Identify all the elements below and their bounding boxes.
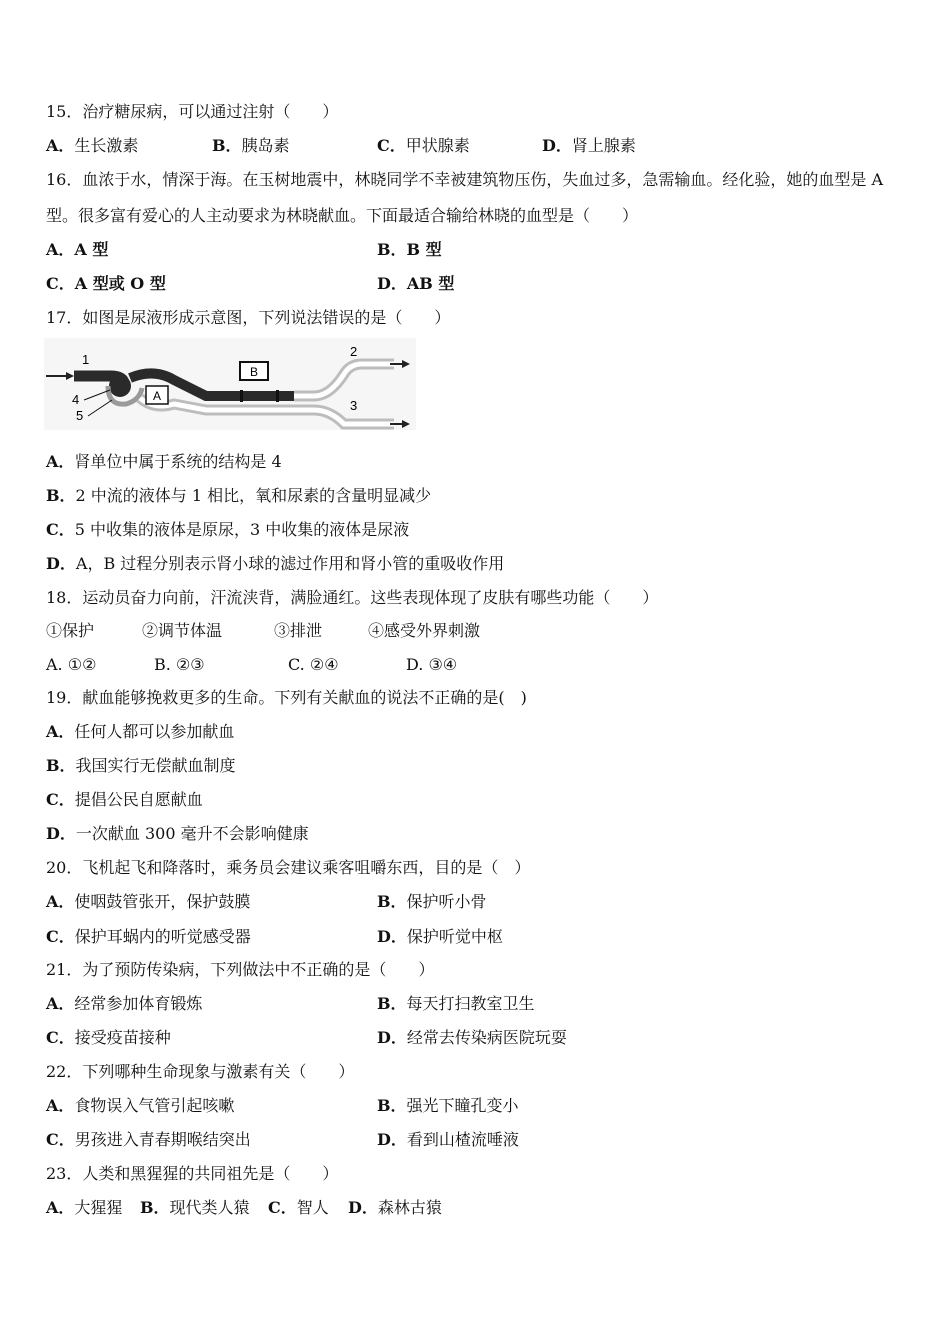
q17-option-d: A，B 过程分别表示肾小球的滤过作用和肾小管的重吸收作用 [75,554,505,573]
q20-option-d: 保护听觉中枢 [406,927,503,946]
q16-option-a: A 型 [74,240,109,259]
q19-option-d: 一次献血 300 毫升不会影响健康 [75,824,309,843]
q15-option-d-label: D． [542,136,572,155]
q19-option-c-label: C． [46,790,75,809]
q19-stem-text: 19．献血能够挽救更多的生命。下列有关献血的说法不正确的是( ) [46,688,527,707]
q19-option-a-row [46,722,234,742]
q18-stem: 18．运动员奋力向前，汗流浃背，满脸通红。这些表现体现了皮肤有哪些功能（ ） [46,588,659,607]
nephron-diagram [44,338,416,430]
q23-option-b: 现代类人猿 [169,1198,250,1217]
q17-option-d-label: D． [46,554,76,573]
q15-option-d: 肾上腺素 [571,136,636,155]
q16-option-a-label: A． [46,240,75,259]
q15-stem: 15．治疗糖尿病，可以通过注射（ ） [46,102,339,121]
q20-option-b: 保护听小骨 [406,892,487,911]
q19-option-c: 提倡公民自愿献血 [74,790,203,809]
q16-option-c-label: C． [46,274,75,293]
q16-stem-line1: 16．血浓于水，情深于海。在玉树地震中，林晓同学不幸被建筑物压伤，失血过多，急需输血。经化验，她的血型是 A [46,170,884,189]
q16-option-d-label: D． [377,274,407,293]
q22-option-c-label: C． [46,1130,75,1149]
q18-option-d-label: D. [406,655,424,674]
q19-stem [46,688,527,708]
q21-option-b: 每天打扫教室卫生 [406,994,535,1013]
q17-option-d-row [46,554,504,574]
q17-stem: 17．如图是尿液形成示意图，下列说法错误的是（ ） [46,308,451,327]
q23-option-a-label: A． [46,1198,75,1217]
q15-option-a-label: A． [46,136,75,155]
q20-stem: 20．飞机起飞和降落时，乘务员会建议乘客咀嚼东西，目的是（ ） [46,858,531,877]
q22-option-c: 男孩进入青春期喉结突出 [74,1130,251,1149]
q18-option-a-label: A. [46,655,63,674]
label-1: 1 [82,352,90,367]
q16-option-b: B 型 [406,240,442,259]
q18-item-3: ③排泄 [274,621,323,640]
q23-option-d-label: D． [348,1198,378,1217]
q21-option-a-label: A． [46,994,75,1013]
q20-option-a-label: A． [46,892,75,911]
q23-option-d: 森林古猿 [377,1198,442,1217]
q22-option-d: 看到山楂流唾液 [406,1130,519,1149]
q23-stem: 23．人类和黑猩猩的共同祖先是（ ） [46,1164,339,1183]
q22-option-b-label: B． [377,1096,407,1115]
q18-option-a: ①② [67,655,97,674]
q21-option-d: 经常去传染病医院玩耍 [406,1028,567,1047]
q16-option-b-label: B． [377,240,407,259]
q19-option-b-label: B． [46,756,76,775]
q22-stem: 22．下列哪种生命现象与激素有关（ ） [46,1062,355,1081]
q23-option-a: 大猩猩 [74,1198,123,1217]
q20-option-b-label: B． [377,892,407,911]
q21-option-a: 经常参加体育锻炼 [74,994,203,1013]
q17-option-a: 肾单位中属于系统的结构是 4 [74,452,282,471]
q23-option-c: 智人 [296,1198,329,1217]
q20-option-d-label: D． [377,927,407,946]
q19-option-a-label: A． [46,722,75,741]
q15-option-c: 甲状腺素 [405,136,470,155]
q15-option-c-label: C． [377,136,406,155]
q19-option-a: 任何人都可以参加献血 [74,722,235,741]
q17-option-b-label: B． [46,486,76,505]
q18-option-d: ③④ [428,655,458,674]
q17-option-c-label: C． [46,520,75,539]
q19-option-d-row [46,824,309,844]
q20-option-c: 保护耳蜗内的听觉感受器 [74,927,251,946]
q15-option-b-label: B． [212,136,242,155]
q21-stem: 21．为了预防传染病，下列做法中不正确的是（ ） [46,960,435,979]
q19-option-c-row [46,790,203,810]
label-5: 5 [76,408,84,423]
q17-option-c-row [46,520,409,540]
q16-option-c: A 型或 O 型 [74,274,166,293]
q18-option-c: ②④ [309,655,339,674]
q15-option-a: 生长激素 [74,136,139,155]
q17-option-b-row [46,486,431,506]
q16-option-d: AB 型 [406,274,455,293]
q22-option-b: 强光下瞳孔变小 [406,1096,519,1115]
q15-option-b: 胰岛素 [241,136,290,155]
q21-option-c: 接受疫苗接种 [74,1028,171,1047]
q20-option-a: 使咽鼓管张开，保护鼓膜 [74,892,251,911]
q17-option-a-label: A． [46,452,75,471]
q18-option-b: ②③ [175,655,205,674]
q23-option-b-label: B． [140,1198,170,1217]
q22-option-a: 食物误入气管引起咳嗽 [74,1096,235,1115]
label-b: B [249,365,259,379]
q19-option-b-row [46,756,236,776]
label-4: 4 [72,392,80,407]
q21-option-d-label: D． [377,1028,407,1047]
label-3: 3 [350,398,358,413]
q16-stem-line2: 型。很多富有爱心的人主动要求为林晓献血。下面最适合输给林晓的血型是（ ） [46,206,639,225]
q18-item-1: ①保护 [46,621,95,640]
label-a: A [152,389,162,403]
q19-option-d-label: D． [46,824,76,843]
marker-2 [276,390,279,402]
q20-option-c-label: C． [46,927,75,946]
q18-item-2: ②调节体温 [142,621,223,640]
q21-option-b-label: B． [377,994,407,1013]
q17-option-a-row [46,452,282,472]
label-2: 2 [350,344,358,359]
q22-option-a-label: A． [46,1096,75,1115]
q19-option-b: 我国实行无偿献血制度 [75,756,236,775]
marker-1 [240,390,243,402]
q22-option-d-label: D． [377,1130,407,1149]
q23-option-c-label: C． [268,1198,297,1217]
q21-option-c-label: C． [46,1028,75,1047]
q18-option-b-label: B. [154,655,171,674]
q17-option-c: 5 中收集的液体是原尿，3 中收集的液体是尿液 [74,520,410,539]
q18-option-c-label: C. [288,655,305,674]
q18-item-4: ④感受外界刺激 [368,621,481,640]
glomerulus [109,375,131,397]
diagram-background [44,338,416,430]
q17-option-b: 2 中流的液体与 1 相比，氧和尿素的含量明显减少 [75,486,432,505]
